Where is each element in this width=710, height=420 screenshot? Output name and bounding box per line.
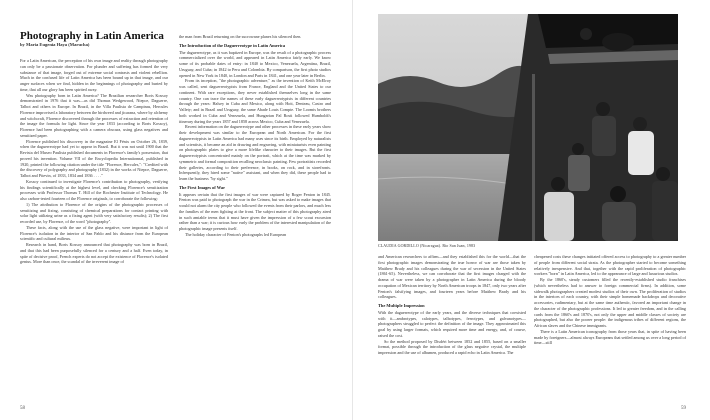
paragraph: the man from Brazil returning on the sucrowane planes his silenced then. (179, 34, 302, 39)
paragraph: 1) The attribution to Florence of the origins of the photographic processes of sensitizing and fixing, consisting of chemical preparations for contact printing with solar light utilizing urine as a fixing agent (with very satisfactory results); 2) The first recorded use, by Florence, of the word "photography". (20, 201, 168, 224)
section-heading: The First Images of War (179, 184, 226, 190)
paragraph: There is a Latin American iconography from those years that, in spite of having been made by foreigners—almost always Europeans that settled among us over a long period of time—still (534, 328, 686, 346)
section-heading: The Multiple Impression (378, 303, 425, 308)
right-column-1 (378, 254, 526, 410)
paragraph: Kossoy continued to investigate Florence's contribution to photography, verifying his findings scientifically at the highest level, and checking Florence's sensitization processes with Professor Thomas T. Hill of the Rochester Institute of Technology. He also carbon-tested fourteen of the Florence originals, to corroborate the following: (20, 178, 168, 201)
paragraph: Recent information on the daguerreotype and other processes in these early years show their development was similar to the European and North American. For the first daguerreotypists in Latin America had many uses since its birth. Employed by naturalists and scientists, it became an aid in drawing and engraving, with miniaturists even painting on photographic plates to give a more lifelike character to their images. But the first daguerreotypists concentrated mainly on the portrait, which at the time was marked by symmetric and formal composition recalling neoclassic painting. Few portraitists recorded their galleries, according to their preference, in books, on rock, and in storefronts. Infrequently, they hired some "native" assistant, and when they did, these people had to learn the business "by sight." (179, 124, 331, 181)
page-number-left: 58 (20, 406, 25, 411)
paragraph: For a Latin American, the perception of his own image and reality through photography can only be a passionate observation. For plunder and suffering has formed the very substance of that image, forged out of extreme social contrasts and violent rebellion. Much in the confused life of Latin America has been bound up in that image, and our anger surfaces when we find, hidden in the beginnings of photography and buried by time, that all our glory has been spirited away. (20, 58, 168, 92)
paragraph: The holiday character of Fenton's photographs led European (185, 231, 287, 237)
paragraph: Research in hand, Boris Kossoy announced that photography was born in Brazil, and that this had been purposefully silenced for a century and a half. Even today, in spite of decisive proof, French experts do not accept the existence of Florence's isolated genius. More than once, the scandal of the irreverent image of (20, 242, 168, 265)
article-title: Photography in Latin America (20, 30, 164, 42)
paragraph: It appears certain that the first images of war were captured by Roger Fenton in 1845. Fenton was paid to photograph the war in the Crimea, but was asked to make images that would not alarm the city people who followed the events from their parlors, and much less the families of the men fighting at the front. The subject matter of this photography aired in such amiable terms that it must have given the impression of a few scout excursion rather than a war; it is curious how early the problem of the interested manipulation of the photographic image presents itself. (179, 191, 331, 231)
paragraph: The daguerreotype, as it was baptized in Europe, was the result of a photographic process commercialized over the world, and appeared in Latin America fairly early. We know some of its probable dates of entry: in 1840 to Mexico, Venezuela, Argentina, Brazil, Uruguay, and Cuba; in 1842 to Peru and Colombia. By comparison, the first photo studios opened in New York in 1840, in London and Paris in 1841, and one year later in Berlin. (179, 49, 331, 78)
paragraph: So the method proposed by Disdéri between 1852 and 1855, based on a smaller format, possible through the introduction of the glass negative crystal, the multiple impression and the use of albumen, produced a rapid echo in Latin America. The (378, 338, 526, 355)
section-heading: The Introduction of the Daguerreotype in Latin America (179, 42, 286, 48)
paragraph: cheapened costs these changes initiated offered access to photography to a greater number of people from different social strata. As the photographer started to become something relatively inexpensive. And that, together with the rapid proliferation of photographic workers "born" in Latin America, led to the appearance of large and luxurious studios. (534, 254, 686, 277)
riverboat-photo-image (378, 14, 678, 241)
paragraph: By the 1860's, steady customers filled the recently-established studio franchises (which nevertheless had to answer to foreign commercial firms). In addition, some sidewalk photographers created modest studios of their own. The proliferation of studios in the interiors of each country, with their simple homemade backdrops and decorative accessories, rudimentary, but at the same time authentic, favored an important change in the character of the photographic professions. It led to greater freedom, and in the calling cards from the 1860's and 1870's, not only the upper and middle classes of society are photographed, but also the poorer people: the indigenous tribes of different regions, the African slaves and the Chinese immigrants. (534, 277, 686, 328)
photo-caption: CLAUDIA GORDILLO (Nicaragua). Rio San Juan, 1983 (378, 243, 476, 248)
paragraph: Was photography born in Latin America? The Brazilian researcher Boris Kossoy demonstrated in 1976 that it was—as did Thomas Wedgewood, Niepce, Daguerre, Talbot and others in Europe. In Brazil, in the Villa Paulista de Campinas, Hercules Florence improvised a laboratory between the birdweed and jicarana, where by alchemy and witchcraft, Florence discovered through the processes of extraction and retention of the image the formula for light. Since the year 1833 (according to Boris Kossoy), Florence had been photographing with a camera obscura, using glass negatives and sensitized paper. (20, 92, 168, 138)
paragraph: Florence published his discovery in the magazine El Fénix on October 26, 1839, when the daguerreotype had yet to appear in Brazil. But it was not until 1900 that the Revista del Museo Paulista published documents in Florence's family's possession, that proved his invention. Volume VII of the Encyclopedia Internationnal, published in 1920, printed the following citation under the title "Florence, Hercules,": "Credited with the discovery of polygraphy and photography (1832) in the works of Niepce, Daguerre, Talbot and Pitevin, of 1833, 1834 and 1836 . . . ." (20, 138, 168, 178)
paragraph: From its inception, "the photographic adventure," as the invention of Keith McElroy was called, sent daguerreotypists from France, England and the United States to our continent. With rare exceptions, they never established themselves long in the same country. One can trace the names of these early daguerreotypists in different countries through the years: Halsey in Cuba and Mexico, along with Hoit, Denteau, Castro and Vallety; and in Brazil and Uruguay, the same Abade Louis Compte. The Loomis brothers both worked in Cuba and Venezuela, and Hungarian Pal Rosti followed Humboldt's itinerary during the years 1857 and 1858 across Mexico, Cuba and Venezuela. (179, 78, 331, 124)
paragraph: With the daguerreotype of the early years, and the diverse techniques that coexisted with it—ambrotypes, calotypes, talbotypes, ferrotypes, and galvanotypes—photographers struggled to perfect the definition of the image. They approximated this goal by using larger formats, which required more time and energy, and, of course, raised the cost. (378, 309, 526, 338)
paragraph: and American researchers to affirm—and they established this for the world—that the first photographic images demonstrating the true horror of war are those taken by Matthew Brady and his colleagues during the war of secession in the United States (1861-65). Nevertheless, we can corroborate that the first images charged with the drama of war were taken by a photographer in Latin America during the bloody occupation of Mexican territory by North American troops in 1847, only two years after Fenton's falsifying images, and fourteen years before Matthew Brady and his colleagues. (378, 254, 526, 300)
paragraph: These facts, along with the use of the glass negative, were important in light of Florence's isolation in the interior of San Pablo and his distance from the European scientific and cultural milieux. (20, 224, 168, 242)
right-column-2 (534, 254, 686, 410)
left-page (0, 0, 353, 420)
page-number-right: 59 (681, 406, 686, 411)
left-column-2 (179, 34, 331, 408)
photograph (378, 14, 678, 241)
right-page (354, 0, 710, 420)
article-byline: by Maria Eugenia Haya (Marucha) (20, 42, 90, 47)
left-column-1 (20, 58, 168, 408)
